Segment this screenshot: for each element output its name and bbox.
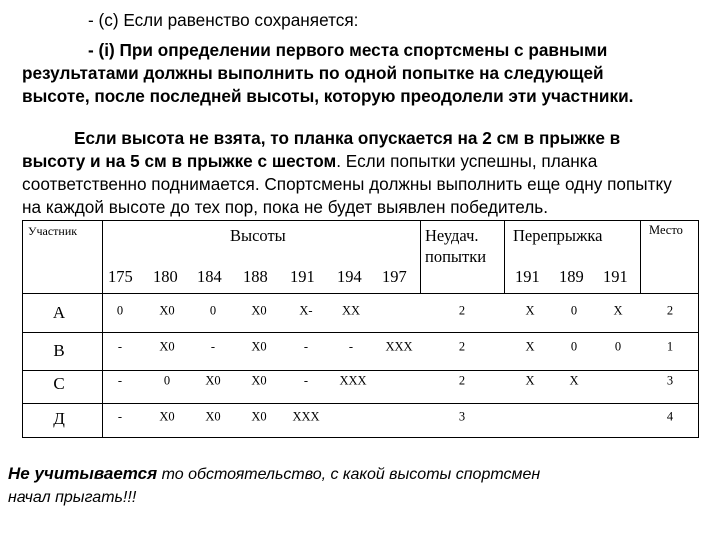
cell-d-191: XXX	[292, 409, 320, 424]
results-table	[22, 220, 699, 438]
cell-a-191: X-	[299, 303, 313, 318]
cell-c-194: XXX	[339, 373, 367, 388]
paragraph-line-2-bold: высоту и на 5 см в прыжке с шестом	[22, 151, 337, 171]
row-label-c: С	[53, 374, 65, 393]
footer-rest: то обстоятельство, с какой высоты спортсмен	[157, 466, 541, 483]
cell-c-jumpoff-2: X	[569, 373, 579, 388]
cell-a-place: 2	[666, 303, 674, 318]
rule-i-line-3: высоте, после последней высоты, которую преодолели эти участники.	[22, 86, 634, 106]
cell-b-175: -	[117, 339, 123, 354]
height-188: 188	[243, 267, 268, 286]
cell-d-place: 4	[666, 409, 674, 424]
header-place: Место	[649, 223, 683, 237]
cell-a-jumpoff-3: X	[613, 303, 623, 318]
cell-b-194: -	[348, 339, 354, 354]
row-label-b: В	[53, 341, 65, 360]
cell-b-188: X0	[251, 339, 267, 354]
cell-a-180: X0	[159, 303, 175, 318]
cell-d-184: X0	[205, 409, 221, 424]
cell-d-180: X0	[159, 409, 175, 424]
cell-a-184: 0	[209, 303, 217, 318]
cell-c-place: 3	[666, 373, 674, 388]
height-184: 184	[197, 267, 222, 286]
paragraph-line-2-rest: . Если попытки успешны, планка	[336, 151, 598, 171]
height-194: 194	[337, 267, 362, 286]
rule-c-line: - (с) Если равенство сохраняется:	[88, 10, 359, 30]
cell-a-fails: 2	[458, 303, 466, 318]
footer-line-2: начал прыгать!!!	[8, 489, 137, 506]
jumpoff-height-2: 189	[559, 267, 584, 286]
paragraph-line-4: на каждой высоте до тех пор, пока не будет выявлен победитель.	[22, 197, 548, 217]
paragraph-line-3: соответственно поднимается. Спортсмены должны выполнить еще одну попытку	[22, 174, 672, 194]
cell-a-jumpoff-1: X	[525, 303, 535, 318]
cell-b-jumpoff-3: 0	[614, 339, 622, 354]
cell-b-180: X0	[159, 339, 175, 354]
cell-a-194: XX	[341, 303, 361, 318]
footer-bold: Не учитывается	[8, 464, 158, 483]
cell-d-fails: 3	[458, 409, 466, 424]
cell-b-place: 1	[666, 339, 674, 354]
cell-b-184: -	[210, 339, 216, 354]
cell-c-180: 0	[163, 373, 171, 388]
cell-d-175: -	[117, 409, 123, 424]
row-label-a: А	[52, 303, 66, 322]
paragraph-line-2	[22, 151, 597, 171]
cell-b-191: -	[303, 339, 309, 354]
height-197: 197	[382, 267, 407, 286]
cell-a-175: 0	[116, 303, 124, 318]
header-heights: Высоты	[230, 226, 286, 245]
jumpoff-height-1: 191	[515, 267, 540, 286]
cell-c-fails: 2	[458, 373, 466, 388]
height-180: 180	[153, 267, 178, 286]
cell-c-188: X0	[251, 373, 267, 388]
cell-c-175: -	[117, 373, 123, 388]
header-failed-attempts-1: Неудач.	[425, 226, 479, 245]
rule-i-line: - (i) При определении первого места спортсмены с равными	[88, 40, 608, 60]
paragraph-line-1: Если высота не взята, то планка опускается на 2 см в прыжке в	[74, 128, 621, 148]
cell-c-jumpoff-1: X	[525, 373, 535, 388]
cell-c-184: X0	[205, 373, 221, 388]
cell-a-jumpoff-2: 0	[570, 303, 578, 318]
cell-c-191: -	[303, 373, 309, 388]
rule-i-line-2: результатами должны выполнить по одной попытке на следующей	[22, 63, 604, 83]
footer-line-1	[8, 464, 540, 485]
header-participant: Участник	[28, 224, 78, 238]
header-failed-attempts-2: попытки	[425, 247, 487, 266]
cell-b-fails: 2	[458, 339, 466, 354]
cell-b-jumpoff-1: X	[525, 339, 535, 354]
cell-b-jumpoff-2: 0	[570, 339, 578, 354]
cell-a-188: X0	[251, 303, 267, 318]
cell-b-197: XXX	[385, 339, 413, 354]
jumpoff-height-3: 191	[603, 267, 628, 286]
height-175: 175	[108, 267, 133, 286]
row-label-d: Д	[53, 409, 65, 428]
header-jumpoff: Перепрыжка	[513, 226, 603, 245]
height-191: 191	[290, 267, 315, 286]
cell-d-188: X0	[251, 409, 267, 424]
